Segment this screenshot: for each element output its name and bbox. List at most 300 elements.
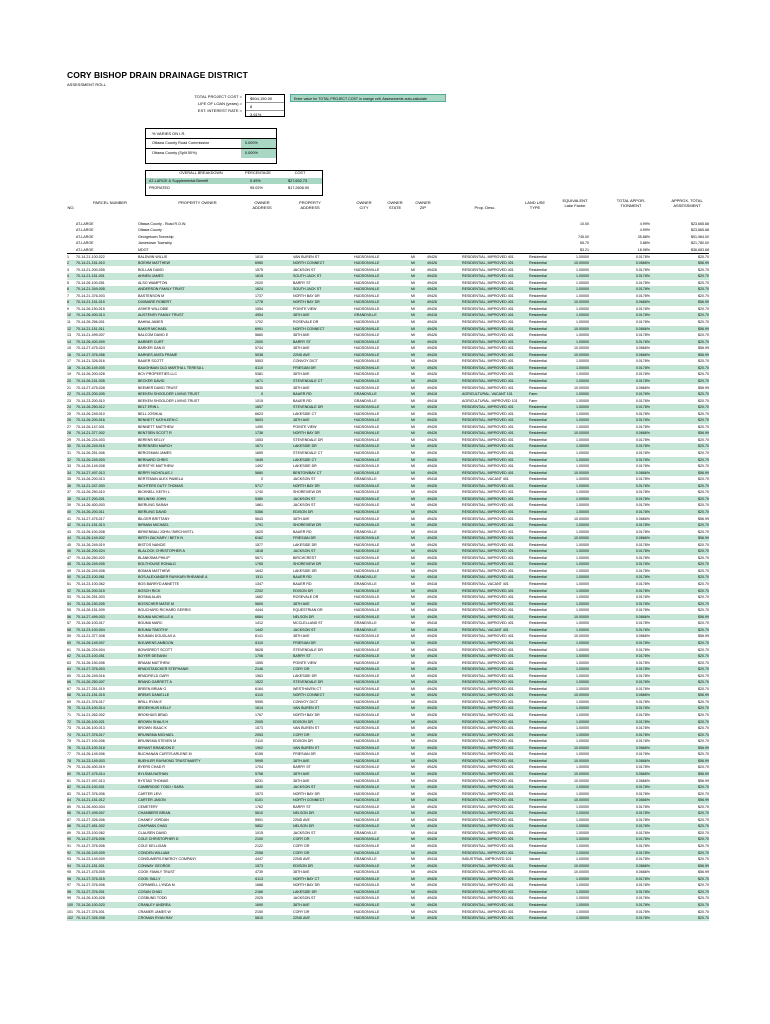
- owner-zip: 49426: [427, 431, 437, 436]
- owner-city: HUDSONVILLE: [354, 339, 380, 344]
- owner-city: HUDSONVILLE: [354, 516, 380, 521]
- total-assessment: $20.70: [698, 765, 709, 770]
- owner-address: 2150: [255, 909, 263, 914]
- table-row: [67, 817, 709, 823]
- total-apportionment: 0.0178%: [635, 654, 650, 659]
- varies-row-value[interactable]: 0.000%: [241, 139, 276, 148]
- owner-address: 1442: [255, 627, 263, 632]
- parcel-number: 70-14-26-150-015: [76, 306, 105, 311]
- owner-state: MI: [411, 306, 415, 311]
- property-address: LAKESIDE DR: [293, 889, 317, 894]
- land-use-type: Residential: [529, 437, 547, 442]
- col-owner-zip: OWNER ZIP: [415, 200, 431, 210]
- life-of-loan-value[interactable]: 8: [246, 103, 284, 111]
- row-number: 66: [67, 680, 71, 685]
- property-owner: BEEMER DAVID TRUST: [138, 385, 178, 390]
- owner-city: HUDSONVILLE: [354, 889, 380, 894]
- total-assessment: $20.70: [698, 562, 709, 567]
- row-number: 7: [67, 293, 69, 298]
- prop-desc: RESIDENTIAL, IMPROVED 401: [462, 614, 514, 619]
- prop-desc: RESIDENTIAL, IMPROVED 401: [462, 424, 514, 429]
- total-apportionment: 0.0178%: [635, 280, 650, 285]
- equivalent-factor: 1.00000: [576, 523, 589, 528]
- owner-address: 1347: [255, 582, 263, 586]
- owner-state: MI: [411, 483, 415, 488]
- property-address: NORTH BAY DR: [293, 483, 320, 488]
- property-address: 22ND AVE: [293, 352, 310, 357]
- property-address: LAKESIDE CT: [293, 457, 317, 462]
- total-assessment: $20.70: [698, 817, 709, 822]
- owner-zip: 49418: [427, 830, 437, 835]
- property-address: BAUER RD: [293, 582, 312, 586]
- total-apportionment: 0.0178%: [635, 837, 650, 842]
- cost-heading: COST: [294, 171, 306, 175]
- equivalent-factor: 1.00000: [576, 568, 589, 573]
- land-use-type: Residential: [529, 274, 547, 279]
- parcel-number: 70-14-27-376-001: [76, 889, 105, 894]
- equivalent-factor: 1.00000: [576, 483, 589, 488]
- table-row: [67, 751, 709, 757]
- equivalent-factor: 1.00000: [576, 595, 589, 600]
- owner-state: MI: [411, 411, 415, 416]
- total-assessment: $20.70: [698, 490, 709, 495]
- land-use-type: Residential: [529, 470, 547, 475]
- equivalent-factor: 1.00000: [576, 287, 589, 292]
- owner-city: HUDSONVILLE: [354, 647, 380, 652]
- owner-city: GRANDVILLE: [354, 575, 377, 580]
- property-owner: BAKER MICHAEL: [138, 326, 168, 331]
- total-assessment: $20.70: [698, 916, 709, 921]
- land-use-type: Residential: [529, 791, 547, 796]
- owner-address: 5852: [255, 824, 263, 829]
- prop-desc: RESIDENTIAL, IMPROVED 401: [462, 713, 514, 717]
- table-row: [67, 267, 709, 273]
- total-assessment: $20.70: [698, 424, 709, 429]
- owner-state: MI: [411, 444, 415, 449]
- total-assessment: $20.70: [698, 339, 709, 344]
- property-address: 22ND AVE: [293, 916, 310, 921]
- land-use-type: Residential: [529, 863, 547, 868]
- total-apportionment: 0.0178%: [635, 568, 650, 573]
- property-owner: BARNES ANITA FRAME: [138, 352, 178, 357]
- row-number: 63: [67, 660, 71, 665]
- owner-city: HUDSONVILLE: [354, 457, 380, 462]
- prop-desc: RESIDENTIAL, VACANT 401: [462, 477, 509, 482]
- property-address: JACKSON ST: [293, 267, 316, 272]
- prop-desc: RESIDENTIAL, IMPROVED 401: [462, 333, 514, 338]
- owner-state: MI: [411, 752, 415, 757]
- equivalent-factor: 1.00000: [576, 306, 589, 311]
- at-large-equivalent: 745.00: [578, 234, 589, 239]
- owner-address: 6231: [255, 778, 263, 783]
- owner-city: HUDSONVILLE: [354, 778, 380, 783]
- parcel-number: 70-14-26-400-004: [76, 804, 105, 809]
- owner-address: 5995: [255, 758, 263, 763]
- land-use-type: Residential: [529, 424, 547, 429]
- table-row: [67, 555, 709, 561]
- total-assessment: $20.70: [698, 732, 709, 737]
- total-assessment: $20.70: [698, 680, 709, 685]
- prop-desc: RESIDENTIAL, IMPROVED 401: [462, 726, 514, 731]
- land-use-type: Residential: [529, 680, 547, 685]
- total-assessment: $56.99: [698, 778, 709, 783]
- table-row: [67, 647, 709, 653]
- total-assessment: $56.99: [698, 516, 709, 521]
- owner-address: 1412: [255, 621, 263, 626]
- row-number: 81: [67, 778, 71, 783]
- at-large-label: AT-LARGE: [76, 234, 94, 239]
- equivalent-factor: 10.00000: [574, 614, 589, 619]
- owner-zip: 49426: [427, 523, 437, 528]
- total-apportionment: 0.0666%: [635, 778, 650, 783]
- owner-state: MI: [411, 254, 415, 259]
- property-owner: BICKNELL KEITH L: [138, 490, 170, 495]
- property-address: JACKSON ST: [293, 549, 316, 554]
- owner-city: HUDSONVILLE: [354, 483, 380, 488]
- at-large-owner: Ottawa County - Road R.O.W.: [138, 222, 187, 226]
- property-address: BAUER RD: [293, 575, 312, 580]
- prop-desc: RESIDENTIAL, IMPROVED 401: [462, 549, 514, 554]
- total-apportionment: 0.0666%: [635, 863, 650, 868]
- property-address: SHOREVIEW DR: [293, 562, 322, 567]
- row-number: 44: [67, 536, 71, 541]
- equivalent-factor: 1.00000: [576, 365, 589, 370]
- parcel-number: 70-14-21-200-005: [76, 267, 105, 272]
- table-row: [67, 764, 709, 770]
- row-number: 54: [67, 601, 71, 606]
- total-assessment: $20.70: [698, 287, 709, 292]
- owner-zip: 49426: [427, 306, 437, 311]
- owner-state: MI: [411, 870, 415, 875]
- owner-state: MI: [411, 621, 415, 626]
- owner-city: HUDSONVILLE: [354, 451, 380, 455]
- owner-address: 5380: [255, 496, 263, 501]
- total-apportionment: 0.0178%: [635, 418, 650, 423]
- owner-address: 6623: [255, 411, 263, 416]
- row-number: 50: [67, 575, 71, 580]
- parcel-number: 70-14-26-149-006: [76, 752, 105, 757]
- equivalent-factor: 1.00000: [576, 883, 589, 888]
- owner-zip: 49426: [427, 516, 437, 521]
- prop-desc: RESIDENTIAL, IMPROVED 401: [462, 771, 514, 776]
- property-owner: BENNETT KATHLEEN C: [138, 418, 179, 423]
- owner-address: 1511: [255, 575, 263, 580]
- owner-address: 1762: [255, 804, 263, 809]
- total-apportionment: 0.0666%: [635, 758, 650, 763]
- owner-city: HUDSONVILLE: [354, 509, 380, 514]
- total-assessment: $20.70: [698, 804, 709, 809]
- table-row: [67, 614, 709, 620]
- prop-desc: RESIDENTIAL, IMPROVED 401: [462, 562, 514, 567]
- owner-address: 1624: [255, 287, 263, 292]
- owner-address: 1767: [255, 713, 263, 717]
- table-row: [67, 306, 709, 312]
- total-apportionment: 0.0178%: [635, 857, 650, 862]
- land-use-type: Residential: [529, 778, 547, 783]
- owner-zip: 49418: [427, 529, 437, 534]
- prop-desc: RESIDENTIAL, IMPROVED 401: [462, 595, 514, 600]
- land-use-type: Residential: [529, 726, 547, 731]
- owner-zip: 49426: [427, 444, 437, 449]
- owner-state: MI: [411, 627, 415, 632]
- equivalent-factor: 1.00000: [576, 424, 589, 429]
- col-total-apportionment: TOTAL APPOR- TIONMENT: [616, 198, 646, 208]
- row-number: 20: [67, 378, 71, 383]
- total-apportionment: 0.0178%: [635, 765, 650, 770]
- owner-city: GRANDVILLE: [354, 529, 377, 534]
- total-assessment: $20.70: [698, 568, 709, 573]
- property-address: JACKSON ST: [293, 496, 316, 501]
- prop-desc: RESIDENTIAL, IMPROVED 401: [462, 850, 514, 855]
- prop-desc: RESIDENTIAL, IMPROVED 401: [462, 902, 514, 907]
- total-assessment: $20.70: [698, 274, 709, 279]
- owner-zip: 49426: [427, 713, 437, 717]
- property-address: NORTH BAY DR: [293, 713, 320, 717]
- equivalent-factor: 1.00000: [576, 575, 589, 580]
- owner-address: 5744: [255, 346, 263, 351]
- owner-zip: 49426: [427, 595, 437, 600]
- owner-state: MI: [411, 902, 415, 907]
- property-owner: CARTER JASON: [138, 798, 166, 803]
- row-number: 97: [67, 883, 71, 888]
- varies-row-value[interactable]: 0.000%: [241, 149, 276, 158]
- owner-address: 1737: [255, 293, 263, 298]
- property-owner: BOLTHOUSE RONALD: [138, 562, 176, 567]
- total-apportionment: 0.0178%: [635, 378, 650, 383]
- interest-rate-value[interactable]: 3.61%: [250, 112, 262, 117]
- row-number: 28: [67, 431, 71, 436]
- prop-desc: RESIDENTIAL, IMPROVED 401: [462, 745, 514, 750]
- equivalent-factor: 10.00000: [574, 870, 589, 875]
- owner-zip: 49426: [427, 568, 437, 573]
- property-address: STEVENDALE DR: [293, 437, 323, 442]
- summary-values-box: [245, 94, 285, 117]
- property-owner: BARKER DAN B: [138, 346, 165, 351]
- property-address: 22ND AVE: [293, 857, 310, 862]
- land-use-type: Residential: [529, 876, 547, 881]
- property-owner: BIRKENBAU JOHN / BIRCHVISTL: [138, 529, 194, 534]
- prop-desc: RESIDENTIAL, IMPROVED 401: [462, 339, 514, 344]
- parcel-number: 70-14-26-250-020: [76, 555, 105, 560]
- owner-city: HUDSONVILLE: [354, 916, 380, 921]
- parcel-number: 70-14-26-149-008: [76, 464, 105, 469]
- property-owner: BRYANT BRANDON E: [138, 745, 175, 750]
- owner-zip: 49426: [427, 739, 437, 744]
- property-owner: BIERLING DAVID: [138, 509, 167, 514]
- owner-state: MI: [411, 634, 415, 639]
- table-row: [67, 745, 709, 751]
- parcel-number: 70-14-23-100-062: [76, 830, 105, 835]
- owner-state: MI: [411, 424, 415, 429]
- owner-zip: 49426: [427, 765, 437, 770]
- land-use-type: Residential: [529, 464, 547, 469]
- table-row: [67, 299, 709, 305]
- total-assessment: $20.70: [698, 477, 709, 482]
- prop-desc: RESIDENTIAL, IMPROVED 401: [462, 660, 514, 665]
- table-row: [67, 653, 709, 659]
- owner-address: 0: [261, 477, 263, 482]
- property-owner: BALCOM DAVID E: [138, 333, 169, 338]
- property-address: NORTH CONNECT: [293, 693, 325, 698]
- row-number: 40: [67, 509, 71, 514]
- prop-desc: RESIDENTIAL, IMPROVED 401: [462, 536, 514, 541]
- owner-address: 5660: [255, 470, 263, 475]
- owner-state: MI: [411, 352, 415, 357]
- owner-state: MI: [411, 680, 415, 685]
- owner-zip: 49426: [427, 601, 437, 606]
- total-apportionment: 0.0178%: [635, 686, 650, 691]
- property-owner: DIXIMARE ROBERT: [138, 300, 172, 305]
- owner-zip: 49426: [427, 811, 437, 816]
- col-prop-desc: Prop. Desc.: [474, 205, 496, 210]
- parcel-number: 70-14-27-376-006: [76, 791, 105, 796]
- total-assessment: $56.99: [698, 431, 709, 436]
- owner-city: HUDSONVILLE: [354, 555, 380, 560]
- total-apportionment: 0.0178%: [635, 411, 650, 416]
- owner-state: MI: [411, 437, 415, 442]
- land-use-type: Residential: [529, 267, 547, 272]
- total-assessment: $56.99: [698, 614, 709, 619]
- property-owner: BOUCHARD RICHARD GERRIS: [138, 608, 191, 613]
- owner-city: HUDSONVILLE: [354, 699, 380, 704]
- owner-city: HUDSONVILLE: [354, 562, 380, 567]
- table-row: [67, 869, 709, 875]
- overall-row: [146, 185, 322, 191]
- owner-city: HUDSONVILLE: [354, 437, 380, 442]
- owner-address: 1818: [255, 549, 263, 554]
- total-assessment: $20.70: [698, 267, 709, 272]
- land-use-type: Residential: [529, 333, 547, 338]
- property-address: BARRY ST: [293, 765, 311, 770]
- owner-city: HUDSONVILLE: [354, 287, 380, 292]
- owner-address: 6164: [255, 686, 263, 691]
- property-owner: BEEKEN SHOOLDER LIVING TRUST: [138, 398, 200, 403]
- land-use-type: Residential: [529, 372, 547, 377]
- prop-desc: RESIDENTIAL, IMPROVED 401: [462, 254, 514, 259]
- total-project-cost-value[interactable]: $504,150.00: [246, 95, 284, 103]
- owner-state: MI: [411, 719, 415, 724]
- owner-city: GRANDVILLE: [354, 398, 377, 403]
- owner-city: GRANDVILLE: [354, 830, 377, 835]
- row-number: 60: [67, 640, 71, 645]
- total-apportionment: 0.0178%: [635, 732, 650, 737]
- parcel-number: 70-14-21-499-007: [76, 333, 105, 338]
- owner-zip: 49426: [427, 732, 437, 737]
- owner-zip: 49426: [427, 274, 437, 279]
- owner-address: 1015: [255, 830, 263, 835]
- owner-city: HUDSONVILLE: [354, 791, 380, 796]
- property-address: JACKSON ST: [293, 503, 316, 508]
- land-use-type: Residential: [529, 608, 547, 613]
- property-address: VAN BUREN ST: [293, 745, 320, 750]
- table-row: [67, 561, 709, 567]
- land-use-type: Residential: [529, 254, 547, 259]
- owner-address: 5630: [255, 385, 263, 390]
- row-number: 48: [67, 562, 71, 567]
- prop-desc: RESIDENTIAL, IMPROVED 401: [462, 588, 514, 593]
- owner-state: MI: [411, 844, 415, 848]
- equivalent-factor: 10.00000: [574, 745, 589, 750]
- table-row: [67, 666, 709, 672]
- prop-desc: RESIDENTIAL, IMPROVED 401: [462, 916, 514, 921]
- prop-desc: RESIDENTIAL, IMPROVED 401: [462, 765, 514, 770]
- equivalent-factor: 1.00000: [576, 274, 589, 279]
- parcel-number: 70-14-23-100-004: [76, 627, 105, 632]
- owner-zip: 49426: [427, 372, 437, 377]
- table-row: [67, 273, 709, 279]
- property-address: NELSON DR: [293, 614, 314, 619]
- owner-zip: 49426: [427, 791, 437, 796]
- owner-zip: 49426: [427, 719, 437, 724]
- equivalent-factor: 1.00000: [576, 713, 589, 717]
- parcel-number: 70-14-21-151-010: [76, 261, 105, 266]
- total-apportionment: 0.0178%: [635, 752, 650, 757]
- row-number: 94: [67, 863, 71, 868]
- prop-desc: RESIDENTIAL, IMPROVED 401: [462, 739, 514, 744]
- owner-city: HUDSONVILLE: [354, 876, 380, 881]
- parcel-number: 70-14-23-100-014: [76, 706, 105, 711]
- table-row: [67, 345, 709, 351]
- property-owner: BOLLAN DAVID: [138, 267, 164, 272]
- total-assessment: $56.99: [698, 634, 709, 639]
- owner-city: HUDSONVILLE: [354, 444, 380, 449]
- property-address: BARRY ST: [293, 804, 311, 809]
- land-use-type: Residential: [529, 850, 547, 855]
- owner-zip: 49426: [427, 837, 437, 842]
- property-owner: BERNARD CHRIS: [138, 457, 168, 462]
- table-row: [67, 385, 709, 391]
- total-assessment: $20.70: [698, 706, 709, 711]
- total-apportionment: 0.0178%: [635, 274, 650, 279]
- total-apportionment: 0.0178%: [635, 640, 650, 645]
- prop-desc: RESIDENTIAL, IMPROVED 401: [462, 411, 514, 416]
- owner-address: 5038: [255, 352, 263, 357]
- row-number: 65: [67, 673, 71, 678]
- owner-address: 5671: [255, 555, 263, 560]
- table-row: [67, 725, 709, 731]
- property-address: BARRY ST: [293, 280, 311, 285]
- owner-address: 5381: [255, 372, 263, 377]
- property-owner: BOYER DEEANN: [138, 654, 167, 659]
- row-number: 42: [67, 523, 71, 528]
- owner-address: 1659: [255, 451, 263, 455]
- total-assessment: $20.70: [698, 333, 709, 338]
- prop-desc: RESIDENTIAL, IMPROVED 401: [462, 647, 514, 652]
- property-address: 38TH AVE: [293, 418, 310, 423]
- at-large-assessment: $21,780.00: [691, 241, 709, 246]
- property-address: WESTHAVEN CT: [293, 686, 322, 691]
- row-number: 93: [67, 857, 71, 862]
- prop-desc: RESIDENTIAL, IMPROVED 401: [462, 496, 514, 501]
- parcel-number: 70-14-27-376-015: [76, 876, 105, 881]
- owner-zip: 49426: [427, 352, 437, 357]
- owner-zip: 49418: [427, 627, 437, 632]
- total-apportionment: 0.0178%: [635, 464, 650, 469]
- row-number: 23: [67, 398, 71, 403]
- prop-desc: RESIDENTIAL, IMPROVED 401: [462, 791, 514, 796]
- land-use-type: Residential: [529, 595, 547, 600]
- at-large-apportionment: 18.98%: [637, 247, 650, 252]
- row-number: 36: [67, 483, 71, 488]
- land-use-type: Residential: [529, 647, 547, 652]
- owner-zip: 49426: [427, 667, 437, 672]
- property-owner: BRAND GARRETT A: [138, 680, 172, 685]
- property-address: NORTH BAY DR: [293, 431, 320, 436]
- land-use-type: Residential: [529, 529, 547, 534]
- table-row: [67, 588, 709, 594]
- owner-state: MI: [411, 850, 415, 855]
- owner-address: 5553: [255, 359, 263, 364]
